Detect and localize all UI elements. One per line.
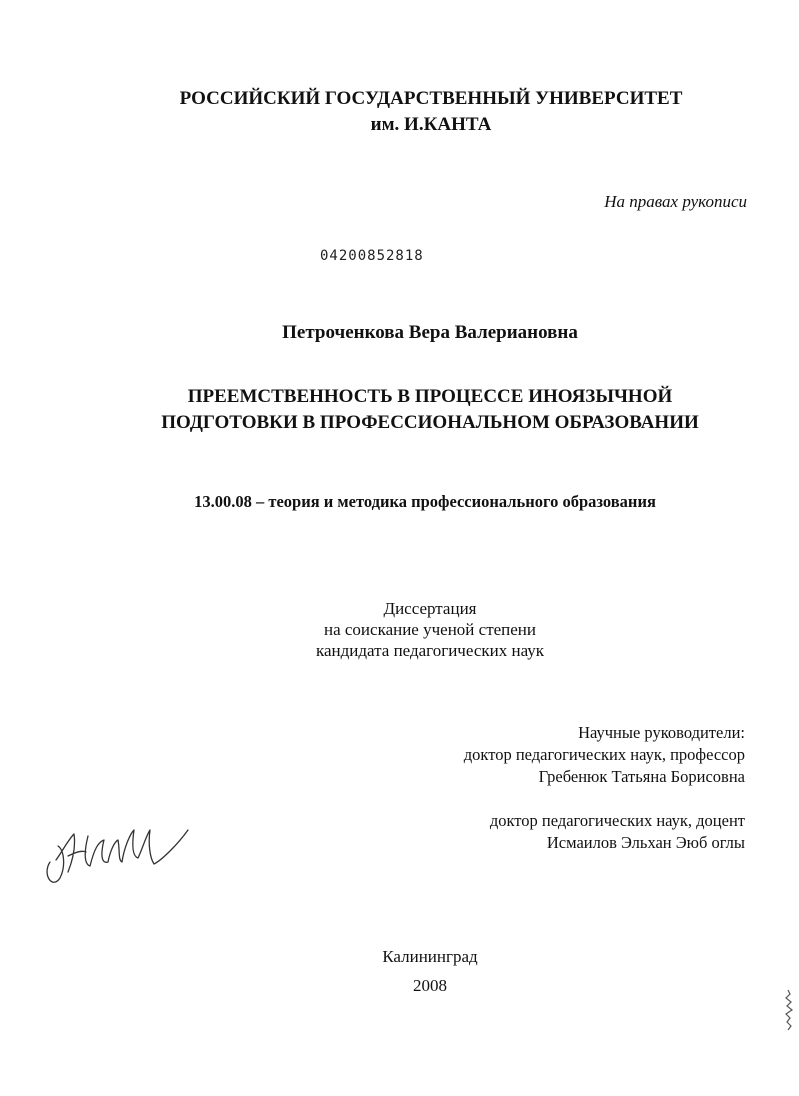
supervisor-1-name: Гребенюк Татьяна Борисовна bbox=[538, 767, 745, 786]
supervisors-block bbox=[464, 722, 745, 854]
dissertation-title bbox=[0, 384, 799, 436]
title-line-1: ПРЕЕМСТВЕННОСТЬ В ПРОЦЕССЕ ИНОЯЗЫЧНОЙ bbox=[187, 386, 673, 407]
title-line-2: ПОДГОТОВКИ В ПРОФЕССИОНАЛЬНОМ ОБРАЗОВАНИИ bbox=[161, 412, 699, 433]
author-name: Петроченкова Вера Валериановна bbox=[282, 322, 578, 343]
city: Калининград bbox=[382, 947, 478, 966]
supervisor-2-title: доктор педагогических наук, доцент bbox=[489, 811, 745, 830]
specialty-code: 13.00.08 – теория и методика профессионального образования bbox=[194, 492, 656, 511]
place-and-year bbox=[0, 942, 799, 1000]
degree-line-1: Диссертация bbox=[383, 599, 477, 618]
university-name bbox=[0, 86, 799, 138]
handwritten-signature bbox=[38, 800, 208, 890]
degree-line-3: кандидата педагогических наук bbox=[315, 641, 545, 660]
degree-statement bbox=[0, 598, 799, 661]
university-line-2: им. И.КАНТА bbox=[370, 114, 492, 135]
supervisor-2-name: Исмаилов Эльхан Эюб оглы bbox=[546, 833, 745, 852]
degree-line-2: на соискание ученой степени bbox=[323, 620, 537, 639]
supervisors-heading: Научные руководители: bbox=[578, 723, 745, 742]
registration-number: 04200852818 bbox=[320, 248, 424, 264]
manuscript-note: На правах рукописи bbox=[604, 192, 747, 211]
year: 2008 bbox=[413, 976, 447, 995]
university-line-1: РОССИЙСКИЙ ГОСУДАРСТВЕННЫЙ УНИВЕРСИТЕТ bbox=[179, 88, 683, 109]
supervisor-1-title: доктор педагогических наук, профессор bbox=[463, 745, 745, 764]
